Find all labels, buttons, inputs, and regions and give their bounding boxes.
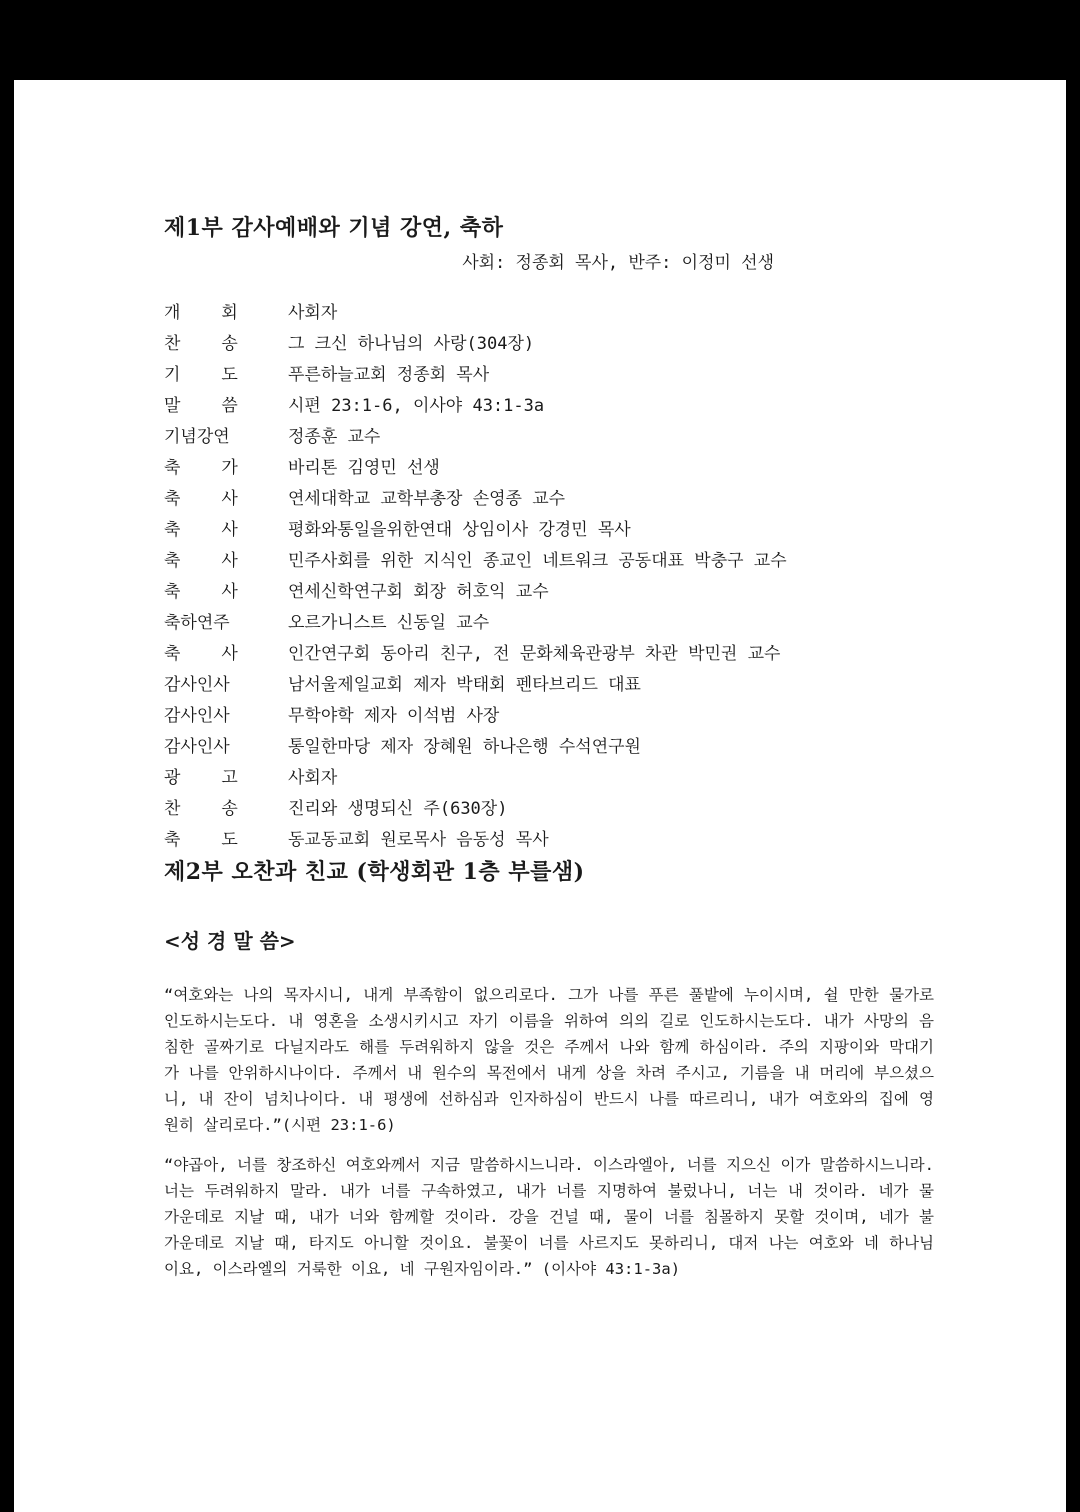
program-row (164, 484, 934, 515)
program-label: 찬 송 (164, 334, 238, 354)
program-row (164, 732, 934, 763)
program-value: 바리톤 김영민 선생 (288, 458, 440, 478)
scripture-heading: <성 경 말 씀> (164, 929, 296, 953)
program-label: 감사인사 (164, 737, 230, 757)
program-value: 민주사회를 위한 지식인 종교인 네트워크 공동대표 박충구 교수 (288, 551, 787, 571)
program-value: 오르가니스트 신동일 교수 (288, 613, 490, 633)
program-label: 축 사 (164, 489, 238, 509)
program-value: 동교동교회 원로목사 음동성 목사 (288, 830, 549, 850)
program-label: 축하연주 (164, 613, 230, 633)
program-row (164, 391, 934, 422)
document-page (14, 80, 1066, 1512)
program-value: 시편 23:1-6, 이사야 43:1-3a (288, 396, 545, 416)
program-label: 축 가 (164, 458, 238, 478)
program-label: 찬 송 (164, 799, 238, 819)
program-value: 평화와통일을위한연대 상임이사 강경민 목사 (288, 520, 631, 540)
program-row (164, 701, 934, 732)
program-list (164, 298, 934, 856)
program-row (164, 546, 934, 577)
program-row (164, 763, 934, 794)
program-label: 기 도 (164, 365, 238, 385)
part1-title: 제1부 감사예배와 기념 강연, 축하 (164, 215, 504, 241)
program-value: 정종훈 교수 (288, 427, 381, 447)
program-label: 축 사 (164, 582, 238, 602)
program-label: 감사인사 (164, 675, 230, 695)
program-row (164, 794, 934, 825)
isaiah-verse: “야곱아, 너를 창조하신 여호와께서 지금 말씀하시느니라. 이스라엘아, 너를 지으신 이가 말씀하시느니라. 너는 두려워하지 말라. 내가 너를 구속하였고, 내가 너를 지명하여 불렀나니, 너는 내 것이라. 네가 물 가운데로 지날 때, 내가 너와 함께할 것이라. 강을 건널 때, 물이 너를 침몰하지 못할 것이며, 네가 불 가운데로 지날 때, 타지도 아니할 것이요. 불꽃이 너를 사르지도 못하리니, 대저 나는 여호와 네 하나님이요, 이스라엘의 거룩한 이요, 네 구원자임이라.” (이사야 43:1-3a) (164, 1156, 935, 1278)
program-row (164, 422, 934, 453)
program-row (164, 639, 934, 670)
program-row (164, 453, 934, 484)
program-value: 연세신학연구회 회장 허호익 교수 (288, 582, 549, 602)
document-content (164, 212, 934, 1282)
program-row (164, 825, 934, 856)
program-value: 푸른하늘교회 정종회 목사 (288, 365, 490, 385)
psalm-verse: “여호와는 나의 목자시니, 내게 부족함이 없으리로다. 그가 나를 푸른 풀밭에 누이시며, 쉴 만한 물가로 인도하시는도다. 내 영혼을 소생시키시고 자기 이름을 위하여 의의 길로 인도하시는도다. 내가 사망의 음침한 골짜기로 다닐지라도 해를 두려워하지 않을 것은 주께서 나와 함께 하심이라. 주의 지팡이와 막대기가 나를 안위하시나이다. 주께서 내 원수의 목전에서 내게 상을 차려 주시고, 기름을 내 머리에 부으셨으니, 내 잔이 넘치나이다. 내 평생에 선하심과 인자하심이 반드시 나를 따르리니, 내가 여호와의 집에 영원히 살리로다.”(시편 23:1-6) (164, 986, 934, 1134)
program-row (164, 670, 934, 701)
program-row (164, 329, 934, 360)
program-label: 감사인사 (164, 706, 230, 726)
program-label: 개 회 (164, 303, 238, 323)
program-value: 통일한마당 제자 장혜원 하나은행 수석연구원 (288, 737, 641, 757)
program-label: 축 사 (164, 520, 238, 540)
program-value: 인간연구회 동아리 친구, 전 문화체육관광부 차관 박민권 교수 (288, 644, 781, 664)
host-line: 사회: 정종회 목사, 반주: 이정미 선생 (462, 253, 774, 273)
program-row (164, 298, 934, 329)
program-row (164, 515, 934, 546)
program-label: 광 고 (164, 768, 238, 788)
program-value: 진리와 생명되신 주(630장) (288, 799, 508, 819)
program-label: 말 씀 (164, 396, 238, 416)
program-value: 남서울제일교회 제자 박태회 펜타브리드 대표 (288, 675, 641, 695)
program-label: 축 사 (164, 644, 238, 664)
program-value: 연세대학교 교학부총장 손영종 교수 (288, 489, 566, 509)
program-label: 기념강연 (164, 427, 230, 447)
program-value: 무학야학 제자 이석범 사장 (288, 706, 500, 726)
program-row (164, 608, 934, 639)
part2-title: 제2부 오찬과 친교 (학생회관 1층 부를샘) (164, 859, 585, 885)
program-value: 사회자 (288, 303, 338, 323)
program-label: 축 사 (164, 551, 238, 571)
program-row (164, 360, 934, 391)
program-value: 사회자 (288, 768, 338, 788)
program-value: 그 크신 하나님의 사랑(304장) (288, 334, 535, 354)
program-label: 축 도 (164, 830, 238, 850)
program-row (164, 577, 934, 608)
